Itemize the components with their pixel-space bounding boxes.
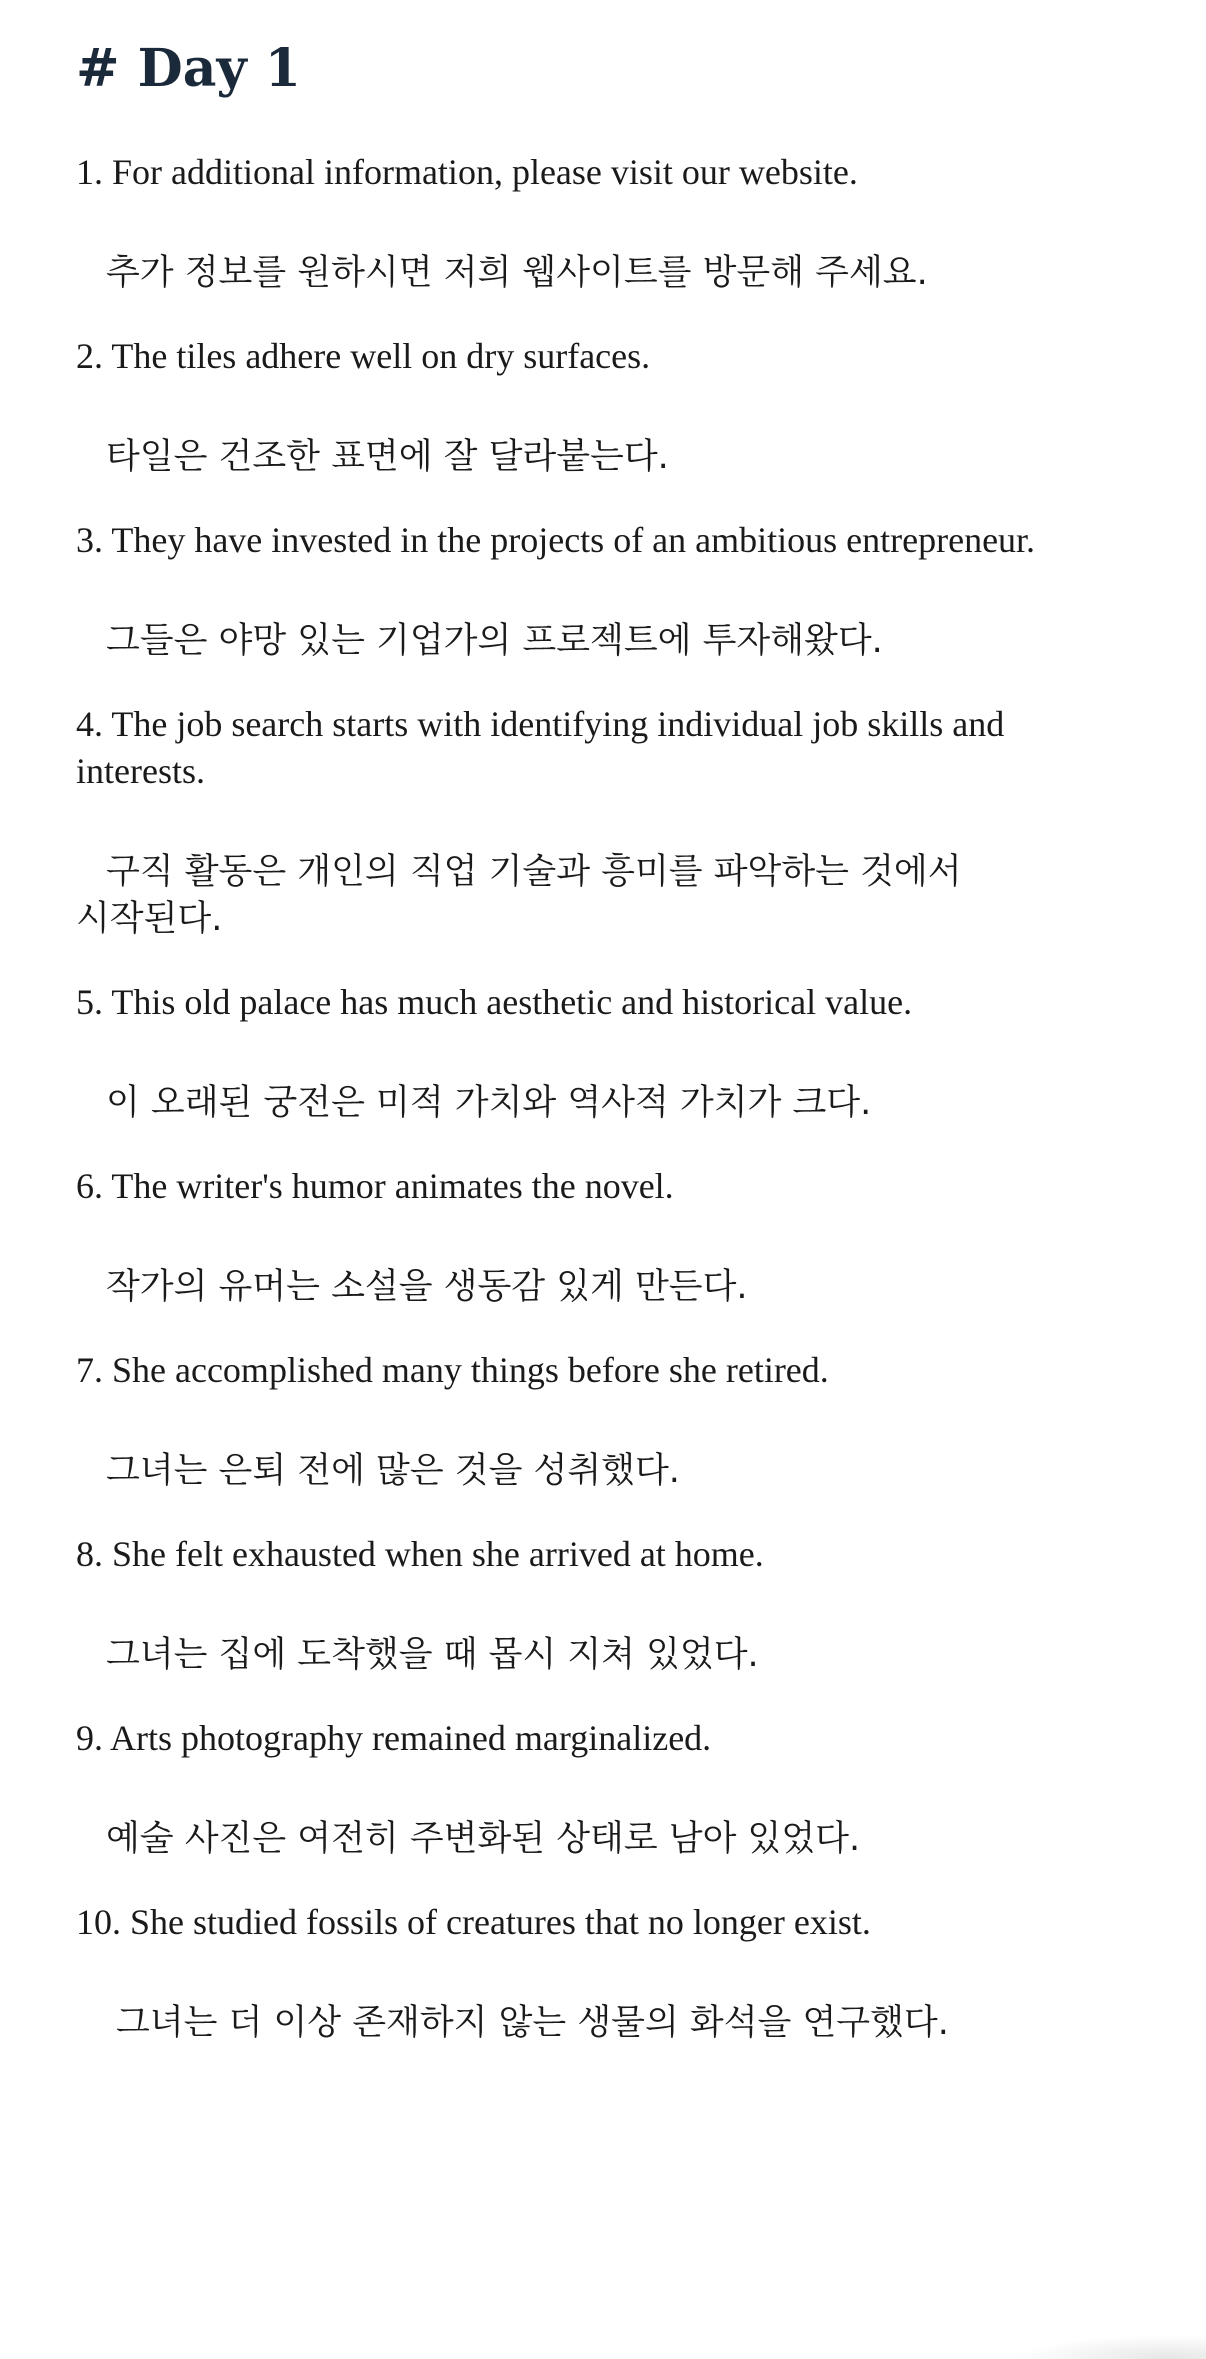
page-title: # Day 1 xyxy=(76,38,301,99)
english-sentence: 5. This old palace has much aesthetic and historical value. xyxy=(76,982,913,1023)
korean-translation: 그녀는 집에 도착했을 때 몹시 지쳐 있었다. xyxy=(106,1635,759,1676)
list-item xyxy=(76,1163,1136,1311)
english-sentence: 6. The writer's humor animates the novel. xyxy=(76,1166,674,1207)
korean-translation: 예술 사진은 여전히 주변화된 상태로 남아 있었다. xyxy=(106,1819,861,1860)
document xyxy=(76,40,1136,2083)
korean-translation: 구직 활동은 개인의 직업 기술과 흥미를 파악하는 것에서 시작된다. xyxy=(76,852,962,940)
list-item xyxy=(76,1899,1136,2047)
english-sentence: 10. She studied fossils of creatures that no longer exist. xyxy=(76,1902,871,1943)
list-item xyxy=(76,149,1136,297)
korean-translation: 이 오래된 궁전은 미적 가치와 역사적 가치가 크다. xyxy=(106,1083,872,1124)
list-item xyxy=(76,1347,1136,1495)
korean-translation: 추가 정보를 원하시면 저희 웹사이트를 방문해 주세요. xyxy=(106,253,928,294)
korean-translation: 작가의 유머는 소설을 생동감 있게 만든다. xyxy=(106,1267,748,1308)
english-sentence: 1. For additional information, please visit our website. xyxy=(76,152,858,193)
list-item xyxy=(76,333,1136,481)
english-sentence: 7. She accomplished many things before she retired. xyxy=(76,1350,829,1391)
list-item xyxy=(76,979,1136,1127)
list-item xyxy=(76,517,1136,665)
english-sentence: 8. She felt exhausted when she arrived at home. xyxy=(76,1534,764,1575)
list-item xyxy=(76,1531,1136,1679)
english-sentence: 2. The tiles adhere well on dry surfaces. xyxy=(76,336,651,377)
list-item xyxy=(76,1715,1136,1863)
korean-translation: 그녀는 은퇴 전에 많은 것을 성취했다. xyxy=(106,1451,680,1492)
list-item xyxy=(76,701,1136,943)
english-sentence: 9. Arts photography remained marginalized. xyxy=(76,1718,712,1759)
corner-shadow xyxy=(1016,2335,1206,2359)
korean-translation: 그들은 야망 있는 기업가의 프로젝트에 투자해왔다. xyxy=(106,621,883,662)
korean-translation: 그녀는 더 이상 존재하지 않는 생물의 화석을 연구했다. xyxy=(116,2003,949,2044)
english-sentence: 3. They have invested in the projects of an ambitious entrepreneur. xyxy=(76,520,1036,561)
korean-translation: 타일은 건조한 표면에 잘 달라붙는다. xyxy=(106,437,669,478)
english-sentence: 4. The job search starts with identifying individual job skills and interests. xyxy=(76,704,1005,792)
